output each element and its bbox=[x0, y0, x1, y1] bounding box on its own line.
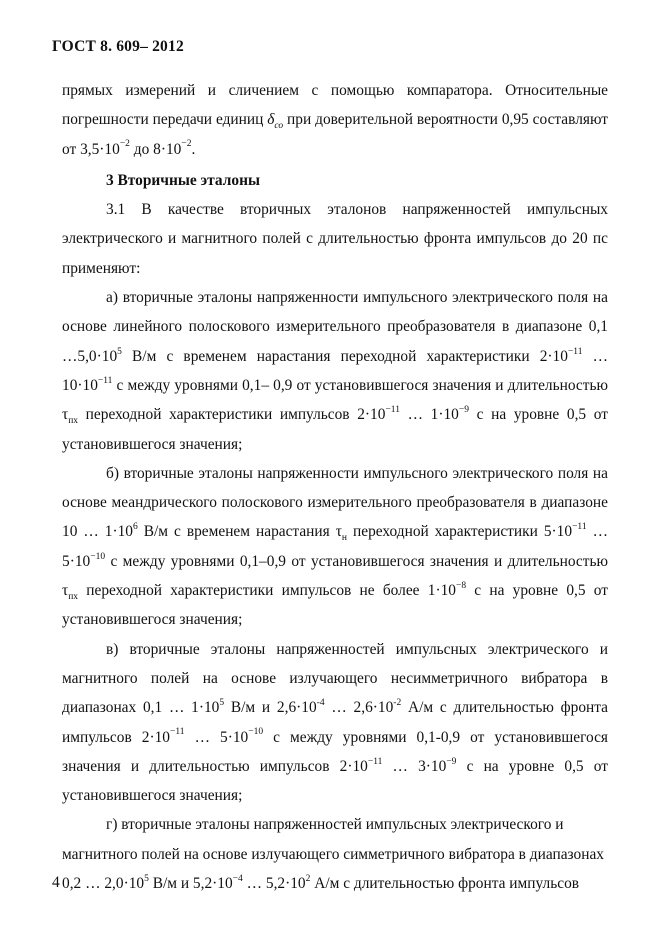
text-run: В/м и 5,2·10 bbox=[148, 875, 233, 893]
text-run: … 3·10 bbox=[382, 757, 447, 775]
list-item-b bbox=[62, 459, 608, 635]
exponent: −11 bbox=[170, 727, 185, 738]
subscript: пх bbox=[68, 416, 79, 427]
text-run: прямых измерений и сличением с помощью компаратора. Относительные погрешности передачи единиц bbox=[62, 82, 608, 129]
list-item-a bbox=[62, 283, 608, 459]
delta-subscript bbox=[274, 121, 283, 131]
subscript: н bbox=[341, 533, 347, 544]
text-run: б) вторичные эталоны напряженности импульсного электрического поля на основе меандрического полоскового измерительного преобразователя в диапазоне 10 … 1·10 bbox=[62, 464, 608, 541]
exponent: −2 bbox=[181, 139, 192, 150]
exponent: 5 bbox=[144, 873, 149, 884]
text-run: с на уровне 0,5 от установившегося значения; bbox=[62, 406, 608, 453]
exponent: −11 bbox=[97, 375, 113, 386]
page-number: 4 bbox=[52, 874, 60, 891]
exponent: −4 bbox=[232, 873, 243, 884]
exponent: −11 bbox=[572, 522, 587, 533]
text-run: с между уровнями 0,1–0,9 от установившегося значения и длительностью τ bbox=[62, 552, 608, 600]
standard-header: ГОСТ 8. 609– 2012 bbox=[52, 38, 184, 55]
paragraph-3-1: 3.1 В качестве вторичных эталонов напряженностей импульсных электрического и магнитного полей с длительностью фронта импульсов до 20 пс применяют: bbox=[62, 201, 608, 277]
text-run: В/м с временем нарастания τ bbox=[137, 523, 342, 541]
exponent: -4 bbox=[316, 698, 325, 709]
text-run: переходной характеристики импульсов 2·10 bbox=[78, 406, 386, 424]
text-run: В/м и 2,6·10 bbox=[224, 699, 317, 717]
text-run: . bbox=[191, 140, 196, 158]
exponent: −2 bbox=[119, 139, 130, 150]
list-item-g bbox=[62, 810, 608, 898]
exponent: -2 bbox=[393, 698, 402, 709]
text-run: … 2,6·10 bbox=[324, 699, 394, 717]
text-run: А/м с длительностью фронта импульсов 2·10 bbox=[62, 699, 608, 746]
paragraph-continuation bbox=[62, 76, 608, 164]
exponent: 6 bbox=[132, 522, 138, 533]
text-run: с между уровнями 0,1– 0,9 от установившегося значения и длительностью τ bbox=[62, 376, 608, 424]
exponent: 5 bbox=[117, 346, 122, 357]
text-run: В/м с временем нарастания переходной характеристики 2·10 bbox=[121, 347, 568, 365]
exponent: −9 bbox=[458, 405, 469, 416]
list-item-v bbox=[62, 635, 608, 811]
exponent: 5 bbox=[219, 698, 225, 709]
text-run: в) вторичные эталоны напряженностей импульсных электрического и магнитного полей на основе излучающего несимметричного вибратора в диапазонах 0,1 … 1·10 bbox=[62, 640, 608, 717]
text-run: … 5·10 bbox=[184, 728, 249, 746]
delta-symbol: δ bbox=[267, 111, 275, 129]
text-run: до 8·10 bbox=[129, 140, 182, 158]
text-run: … 10·10 bbox=[62, 347, 608, 394]
exponent: −9 bbox=[446, 756, 457, 767]
text-run: с между уровнями 0,1-0,9 от установившегося значения и длительностью импульсов 2·10 bbox=[62, 728, 608, 775]
text-run: г) вторичные эталоны напряженностей импульсных электрического и магнитного полей на основе излучающего симметричного вибратора в диапазонах 0,2 … 2,0·10 bbox=[62, 816, 604, 893]
document-body bbox=[62, 76, 608, 898]
text-run: с на уровне 0,5 от установившегося значения; bbox=[62, 757, 608, 805]
subscript: пх bbox=[68, 592, 79, 603]
exponent: −11 bbox=[385, 405, 400, 416]
subscript-text: со bbox=[274, 121, 284, 132]
exponent: −10 bbox=[90, 551, 106, 562]
text-run: переходной характеристики 5·10 bbox=[347, 523, 573, 541]
text-run: … 5·10 bbox=[62, 523, 608, 570]
text-run: … 5,2·10 bbox=[242, 875, 306, 893]
text-run: переходной характеристики импульсов не более 1·10 bbox=[78, 582, 456, 600]
text-run: а) вторичные эталоны напряженности импульсного электрического поля на основе линейного полоскового измерительного преобразователя в диапазоне 0,1 …5,0·10 bbox=[62, 289, 608, 365]
exponent: 2 bbox=[305, 873, 311, 884]
exponent: −11 bbox=[567, 346, 583, 357]
exponent: −10 bbox=[248, 727, 264, 738]
text-run: при доверительной вероятности 0,95 составляют от 3,5·10 bbox=[62, 111, 608, 158]
text-run: … 1·10 bbox=[399, 406, 459, 424]
text-run: А/м с длительностью фронта импульсов bbox=[310, 875, 580, 893]
exponent: −11 bbox=[367, 756, 383, 767]
exponent: −8 bbox=[455, 580, 467, 591]
section-heading: 3 Вторичные эталоны bbox=[106, 171, 260, 189]
text-run: с на уровне 0,5 от установившегося значения; bbox=[62, 582, 609, 629]
